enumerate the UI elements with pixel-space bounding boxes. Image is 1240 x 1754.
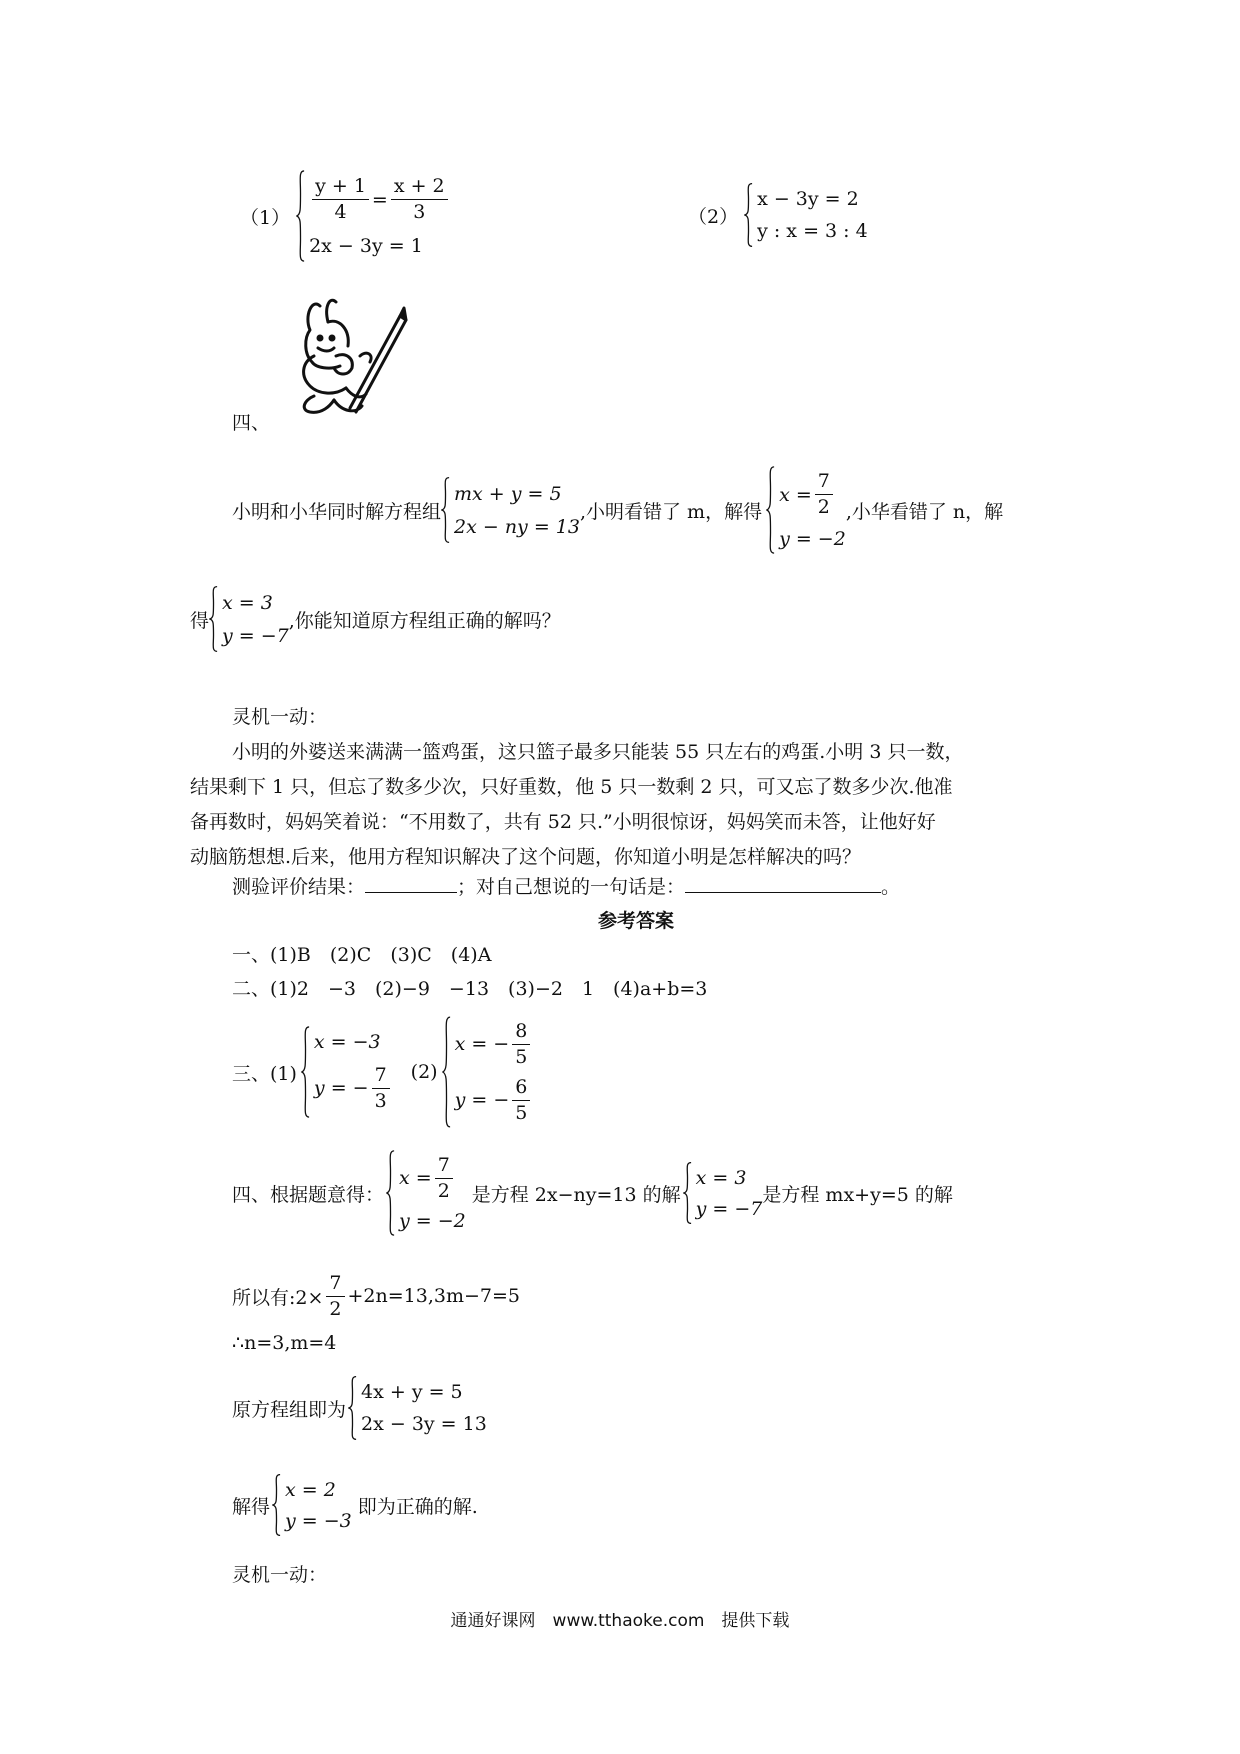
answers-title: 参考答案	[598, 910, 675, 932]
brace-icon	[683, 1162, 692, 1224]
problem3-eq1	[240, 170, 451, 262]
equation-system: 4x + y = 5 2x − 3y = 13	[348, 1376, 487, 1440]
answer-2: 二、(1)2 −3 (2)−9 −13 (3)−2 1 (4)a+b=3	[232, 978, 708, 1000]
eq-label: （1）	[240, 206, 291, 229]
section4-label: 四、	[232, 412, 271, 434]
equation-system: mx + y = 5 2x − ny = 13	[441, 477, 580, 543]
rabbit-illustration	[290, 296, 410, 424]
solution-system: x = $\frac{7}{2}$ y = −2	[386, 1150, 466, 1236]
solution-system: x = 3 y = −7	[209, 586, 289, 652]
brace-icon	[296, 170, 305, 262]
brace-icon	[744, 183, 753, 247]
lingji-title: 灵机一动：	[232, 706, 328, 728]
answer-original-system: 原方程组即为 4x + y = 5 2x − 3y = 13	[232, 1376, 487, 1440]
section4-line1: 小明和小华同时解方程组 mx + y = 5 2x − ny = 13 ,小明看错了 m，解得 x = $\frac{7}{2}$ y = −2 ,小华看错了 n，解	[232, 466, 1003, 554]
eval-result-blank[interactable]	[365, 874, 457, 893]
brace-icon	[766, 466, 775, 554]
problem3-eq2	[688, 183, 868, 247]
brace-icon	[442, 1016, 451, 1128]
brace-icon	[441, 477, 450, 543]
lingji-text: 小明的外婆送来满满一篮鸡蛋，这只篮子最多只能装 55 只左右的鸡蛋.小明 3 只一数，	[232, 741, 964, 763]
brace-icon	[301, 1026, 310, 1118]
solution-system: x = 2 y = −3	[272, 1474, 352, 1536]
solution-system: x = $\frac{7}{2}$ y = −2	[766, 466, 846, 554]
lingji-block	[232, 700, 1064, 770]
answer-therefore: ∴n=3,m=4	[232, 1332, 337, 1354]
brace-icon	[348, 1376, 357, 1440]
eq-label: （2）	[688, 205, 739, 228]
brace-icon	[272, 1474, 281, 1536]
solution-system: x = 3 y = −7	[683, 1162, 763, 1224]
solution-system: x = − $\frac{8}{5}$ y = − $\frac{6}{5}$	[442, 1016, 534, 1128]
self-remark-blank[interactable]	[685, 874, 881, 893]
equation-system: x − 3y = 2 y : x = 3 : 4	[744, 183, 868, 247]
page-footer: 通通好课网 www.tthaoke.com 提供下载	[450, 1611, 790, 1631]
evaluation-line: 测验评价结果： ；对自己想说的一句话是： 。	[232, 876, 901, 898]
answer-3: 三、(1) x = −3 y = − $\frac{7}{3}$ (2) x = − $\frac{8}{5}$ y = − $\frac{6}{5}$	[232, 1016, 533, 1128]
answer-4: 四、根据题意得： x = $\frac{7}{2}$ y = −2 是方程 2x−ny=13 的解 x = 3 y = −7 是方程 mx+y=5 的解	[232, 1150, 953, 1236]
equation-system: $\frac{y + 1}{4}$ = $\frac{x + 2}{3}$ 2x − 3y = 1	[296, 170, 451, 262]
lingji-block-cont: 结果剩下 1 只，但忘了数多少次，只好重数，他 5 只一数剩 2 只，可又忘了数多少次.他准 备再数时，妈妈笑着说：“不用数了，共有 52 只.”小明很惊讶，妈妈笑而未答，让他好好 动脑筋想想.后来，他用方程知识解决了这个问题，你知道小明是怎样解决的吗？	[190, 776, 953, 868]
solution-system: x = −3 y = − $\frac{7}{3}$	[301, 1026, 393, 1118]
answer-1: 一、(1)B (2)C (3)C (4)A	[232, 944, 492, 966]
section4-line2: 得 x = 3 y = −7 ,你能知道原方程组正确的解吗？	[190, 586, 561, 652]
answer-solution: 解得 x = 2 y = −3 即为正确的解.	[232, 1474, 478, 1536]
brace-icon	[386, 1150, 395, 1236]
answer-so: 所以有:2× $\frac{7}{2}$ +2n=13,3m−7=5	[232, 1271, 521, 1320]
brace-icon	[209, 586, 218, 652]
answer-lingji: 灵机一动：	[232, 1564, 328, 1586]
